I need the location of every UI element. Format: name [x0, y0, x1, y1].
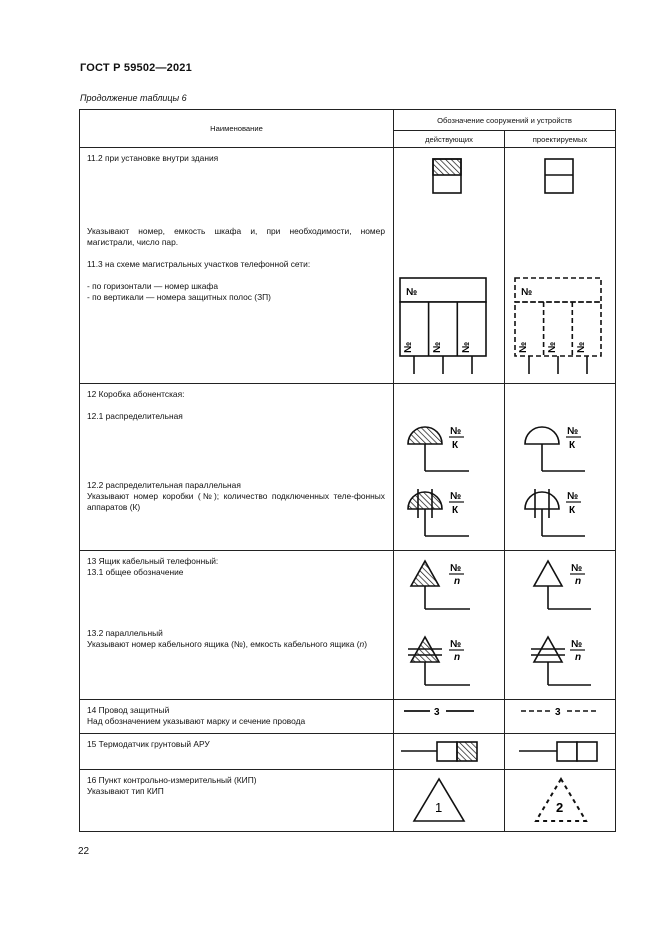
page-number: 22 [78, 846, 90, 857]
protective-wire-planned-icon [505, 700, 615, 732]
box-parallel-number-label: № [450, 491, 462, 502]
protective-wire-existing-icon [394, 700, 504, 732]
row14-text-1: 14 Провод защитный [87, 705, 170, 715]
box-number-label: № [450, 426, 462, 437]
row13-text-4-italic: n [359, 639, 365, 649]
row13-text-4 [87, 639, 385, 650]
subscriber-box-planned-icon [505, 384, 615, 549]
row15-existing-cell [394, 734, 505, 770]
strip-number-planned-3: № [576, 341, 587, 353]
row12-text-2: 12.1 распределительная [87, 411, 183, 421]
kip-number-planned: 2 [556, 800, 564, 815]
header-planned: проектируемых [505, 131, 616, 148]
row11-existing-cell [394, 148, 505, 384]
box-parallel-k-label-planned: К [569, 505, 576, 516]
row13-text-4-end: ) [364, 639, 368, 649]
row14-existing-cell [394, 700, 505, 734]
row16-text-2: Указывают тип КИП [87, 786, 164, 796]
row13-existing-cell [394, 551, 505, 700]
row13-text-4-main: Указывают номер кабельного ящика (№), емкость кабельного ящика ( [87, 639, 360, 649]
strip-number-planned-2: № [547, 341, 558, 353]
row16-text-1: 16 Пункт контрольно-измерительный (КИП) [87, 775, 257, 785]
box-k-label: К [452, 440, 459, 451]
row14-planned-cell [505, 700, 616, 734]
box-number-label-planned: № [567, 426, 579, 437]
box-k-label-planned: К [569, 440, 576, 451]
wire-mark-planned: 3 [555, 707, 561, 718]
cable-box-n-label-planned: n [575, 576, 582, 587]
row16-planned-cell [505, 770, 616, 832]
symbols-table [79, 109, 616, 832]
row12-text-1: 12 Коробка абонентская: [87, 389, 185, 399]
kip-number-existing: 1 [435, 800, 443, 815]
row11-text-4: - по горизонтали — номер шкафа [87, 281, 218, 291]
cabinet-indoor-existing-icon [394, 148, 504, 382]
row15-text-1: 15 Термодатчик грунтовый АРУ [87, 739, 210, 749]
cable-box-parallel-number-label: № [450, 639, 462, 650]
cable-box-number-label-planned: № [571, 563, 583, 574]
row14-text-2: Над обозначением указывают марку и сечение провода [87, 716, 306, 726]
cable-box-planned-icon [505, 551, 615, 698]
row12-planned-cell [505, 384, 616, 551]
strip-number-3: № [461, 341, 472, 353]
cable-box-parallel-n-label-planned: n [575, 652, 582, 663]
table-row [80, 551, 616, 700]
row12-text-3: 12.2 распределительная параллельная [87, 480, 241, 490]
cabinet-indoor-planned-icon [505, 148, 615, 382]
wire-mark-existing: 3 [434, 707, 440, 718]
row11-text-5: - по вертикали — номера защитных полос (ЗП) [87, 292, 271, 302]
header-name: Наименование [80, 110, 394, 148]
table-row [80, 700, 616, 734]
table-row [80, 770, 616, 832]
ground-thermosensor-planned-icon [505, 734, 615, 768]
cabinet-number-label-planned: № [521, 287, 533, 298]
table-continuation-caption: Продолжение таблицы 6 [80, 93, 187, 103]
header-designation: Обозначение сооружений и устройств [394, 110, 616, 131]
ground-thermosensor-existing-icon [394, 734, 504, 768]
control-point-existing-icon [394, 770, 504, 830]
strip-number-2: № [432, 341, 443, 353]
subscriber-box-existing-icon [394, 384, 504, 549]
strip-number-1: № [403, 341, 414, 353]
cable-box-n-label: n [454, 576, 461, 587]
box-parallel-number-label-planned: № [567, 491, 579, 502]
control-point-planned-icon [505, 770, 615, 830]
cabinet-number-label: № [406, 287, 418, 298]
strip-number-planned-1: № [518, 341, 529, 353]
row11-text-3: 11.3 на схеме магистральных участков телефонной сети: [87, 259, 311, 269]
row12-text-4: Указывают номер коробки (№); количество подключенных теле-фонных аппаратов (К) [87, 491, 385, 512]
row12-existing-cell [394, 384, 505, 551]
cable-box-number-label: № [450, 563, 462, 574]
row13-text-2: 13.1 общее обозначение [87, 567, 184, 577]
cable-box-parallel-number-label-planned: № [571, 639, 583, 650]
row11-planned-cell [505, 148, 616, 384]
row13-text-1: 13 Ящик кабельный телефонный: [87, 556, 219, 566]
row11-text-1: 11.2 при установке внутри здания [87, 153, 219, 163]
row11-text-2: Указывают номер, емкость шкафа и, при необходимости, номер магистрали, число пар. [87, 226, 385, 247]
table-row [80, 148, 616, 384]
cable-box-parallel-n-label: n [454, 652, 461, 663]
table-row [80, 384, 616, 551]
row13-text-3: 13.2 параллельный [87, 628, 163, 638]
row15-planned-cell [505, 734, 616, 770]
table-row [80, 734, 616, 770]
header-existing: действующих [394, 131, 505, 148]
row16-existing-cell [394, 770, 505, 832]
row13-planned-cell [505, 551, 616, 700]
box-parallel-k-label: К [452, 505, 459, 516]
standard-title: ГОСТ Р 59502—2021 [80, 62, 192, 74]
cable-box-existing-icon [394, 551, 504, 698]
